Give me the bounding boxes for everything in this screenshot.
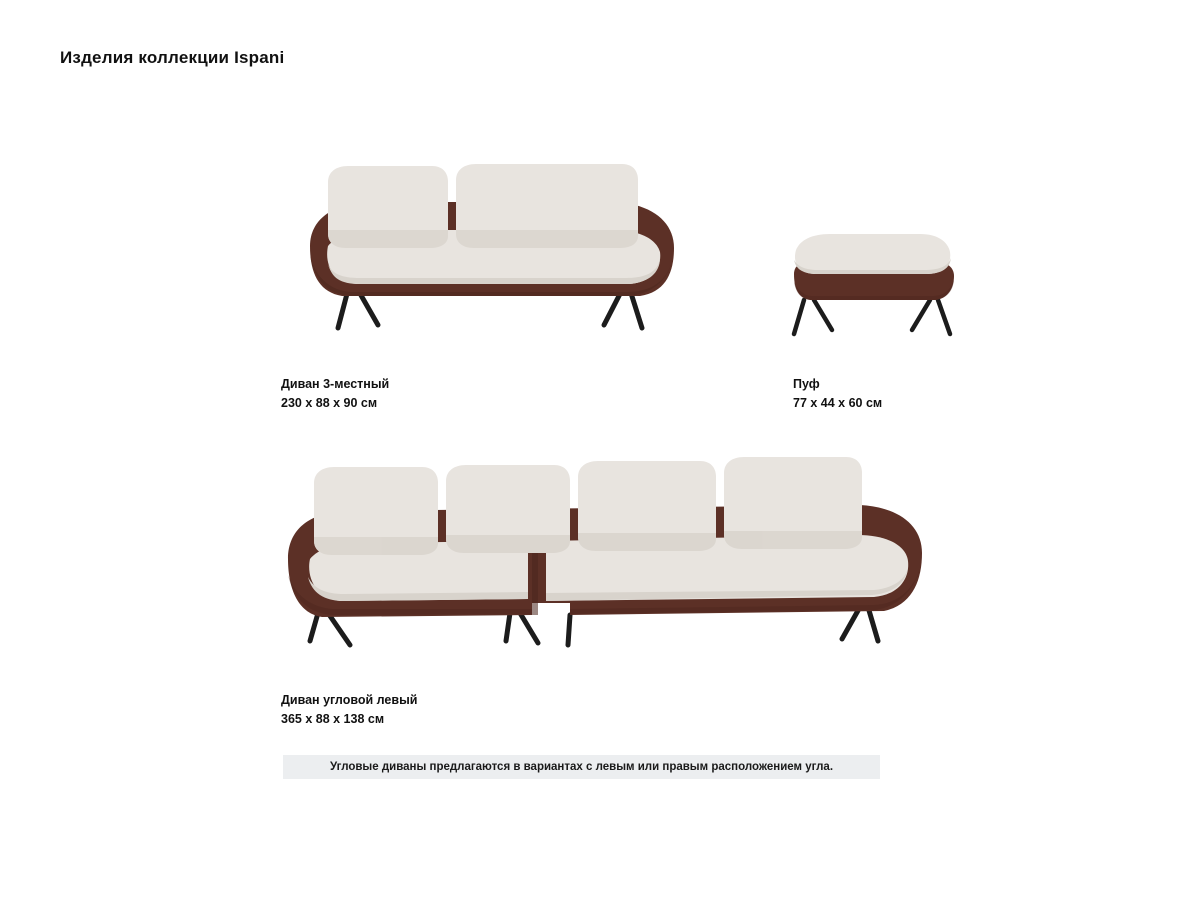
product-image-pouf [780,230,980,350]
sofa-3-seat-illustration [270,160,710,350]
product-dimensions-pouf: 77 x 44 x 60 см [793,396,883,410]
pouf-illustration [780,230,980,350]
caption-sofa-3-seat [281,375,389,413]
product-name-pouf: Пуф [793,377,820,391]
product-image-corner-sofa-left [270,455,950,670]
corner-sofa-illustration [270,455,950,670]
product-image-sofa-3-seat [270,160,710,350]
product-dimensions-corner-sofa-left: 365 x 88 x 138 см [281,712,385,726]
note-bar [283,755,880,779]
pouf-legs [794,300,950,334]
product-dimensions-sofa-3-seat: 230 x 88 x 90 см [281,396,378,410]
caption-corner-sofa-left [281,691,417,729]
pouf-cushion [795,234,950,274]
page-title: Изделия коллекции Ispani [60,48,285,67]
product-name-corner-sofa-left: Диван угловой левый [281,693,418,707]
corner-sofa-divider [532,547,538,615]
product-name-sofa-3-seat: Диван 3-местный [281,377,390,391]
back-cushion-right-shade [456,230,638,248]
note-text: Угловые диваны предлагаются в вариантах с левым или правым расположением угла. [329,761,834,773]
caption-pouf [793,375,882,413]
back-cushion-left-shade [328,230,448,248]
